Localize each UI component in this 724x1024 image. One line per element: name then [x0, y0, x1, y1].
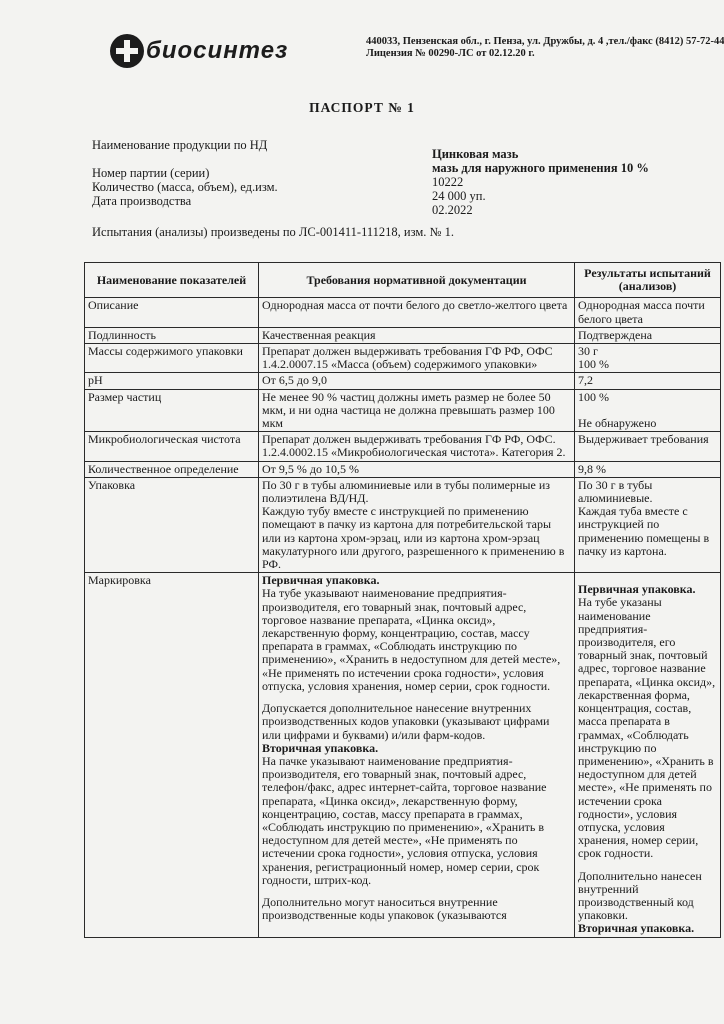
table-row-marking	[85, 573, 721, 937]
cell-result: 9,8 %	[575, 461, 721, 477]
cell-requirement	[259, 573, 575, 937]
cell-result: 7,2	[575, 373, 721, 389]
product-value-name: Цинковая мазь	[432, 147, 519, 161]
res-primary-title: Первичная упаковка.	[578, 582, 696, 597]
cell-name: Размер частиц	[85, 389, 259, 432]
table-row	[85, 373, 721, 389]
date-value: 02.2022	[432, 203, 473, 217]
table-header-row	[85, 263, 721, 298]
date-label: Дата производства	[92, 194, 192, 208]
req-primary-title: Первичная упаковка.	[262, 573, 380, 588]
header-result: Результаты испытаний (анализов)	[575, 263, 721, 298]
cell-requirement: От 9,5 % до 10,5 %	[259, 461, 575, 477]
req-secondary-extra: Дополнительно могут наноситься внутренние производственные коды упаковок (указываются	[262, 894, 507, 923]
quantity-value: 24 000 уп.	[432, 189, 486, 203]
product-label: Наименование продукции по НД	[92, 138, 268, 152]
res-primary-extra: Дополнительно нанесен внутренний производственный код упаковки.	[578, 868, 702, 923]
cell-result: Однородная масса почти белого цвета	[575, 298, 721, 327]
cell-requirement: По 30 г в тубы алюминиевые или в тубы полимерные из полиэтилена ВД/НД. Каждую тубу вместе с инструкцией по применению помещают в пачку из картона для потребительской тары или из картона хром-эрзац, или из картона хром-эрзац макулатурного или другого, разрешенного к применению в РФ.	[259, 477, 575, 572]
cell-requirement: Препарат должен выдерживать требования ГФ РФ, ОФС 1.4.2.0007.15 «Масса (объем) содержимого упаковки»	[259, 344, 575, 373]
cell-requirement: Однородная масса от почти белого до светло-желтого цвета	[259, 298, 575, 327]
company-info	[366, 36, 724, 60]
header-requirement: Требования нормативной документации	[259, 263, 575, 298]
cell-requirement: Препарат должен выдерживать требования ГФ РФ, ОФС. 1.2.4.0002.15 «Микробиологическая чистота». Категория 2.	[259, 432, 575, 461]
cell-result: 100 % Не обнаружено	[575, 389, 721, 432]
product-value-form: мазь для наружного применения 10 %	[432, 161, 649, 175]
cell-requirement: Качественная реакция	[259, 327, 575, 343]
table-row	[85, 389, 721, 432]
table-row	[85, 432, 721, 461]
res-secondary-title: Вторичная упаковка.	[578, 921, 695, 936]
cell-name: Маркировка	[85, 573, 259, 937]
cell-result: Подтверждена	[575, 327, 721, 343]
cell-result: Выдерживает требования	[575, 432, 721, 461]
table-row	[85, 477, 721, 572]
req-secondary-text: На пачке указывают наименование предприятия-производителя, его товарный знак, почтовый адрес, телефон/факс, адрес интернет-сайта, торговое название препарата, «Цинка оксид», лекарственную форму, концентрацию, состав, массу препарата в граммах, «Соблюдать инструкцию по применению», «Хранить в недоступном для детей месте», «Не применять по истечении срока годности», условия отпуска, условия хранения, регистрационный номер, номер серии, срок годности, штрих-код.	[262, 753, 547, 887]
table-row	[85, 298, 721, 327]
cell-name: pH	[85, 373, 259, 389]
cell-result: По 30 г в тубы алюминиевые. Каждая туба вместе с инструкцией по применению помещены в пачку из картона.	[575, 477, 721, 572]
cell-requirement: От 6,5 до 9,0	[259, 373, 575, 389]
logo-text: биосинтез	[146, 37, 289, 64]
cell-result	[575, 573, 721, 937]
company-logo	[110, 34, 288, 68]
cell-name: Микробиологическая чистота	[85, 432, 259, 461]
specification-table	[84, 262, 721, 938]
company-address: 440033, Пензенская обл., г. Пенза, ул. Дружбы, д. 4 ,тел./факс (8412) 57-72-44	[366, 36, 724, 47]
batch-label: Номер партии (серии)	[92, 166, 210, 180]
cell-result: 30 г 100 %	[575, 344, 721, 373]
cell-name: Массы содержимого упаковки	[85, 344, 259, 373]
company-license: Лицензия № 00290-ЛС от 02.12.20 г.	[366, 48, 535, 59]
cell-name: Упаковка	[85, 477, 259, 572]
tests-line: Испытания (анализы) произведены по ЛС-001411-111218, изм. № 1.	[92, 225, 454, 239]
cell-name: Количественное определение	[85, 461, 259, 477]
batch-value: 10222	[432, 175, 464, 189]
cell-name: Подлинность	[85, 327, 259, 343]
passport-title: ПАСПОРТ № 1	[309, 100, 415, 115]
res-primary-text: На тубе указаны наименование предприятия-производителя, его товарный знак, почтовый адрес, торговое название препарата, «Цинка оксид», лекарственная форма, концентрация, состав, масса препарата в граммах, «Соблюдать инструкцию по применению», «Хранить в недоступном для детей месте», «Не применять по истечении срока годности», условия отпуска, условия хранения, номер серии, срок годности.	[578, 595, 716, 861]
table-row	[85, 344, 721, 373]
quantity-label: Количество (масса, объем), ед.изм.	[92, 180, 278, 194]
cell-requirement: Не менее 90 % частиц должны иметь размер не более 50 мкм, и ни одна частица не должна превышать размер 100 мкм	[259, 389, 575, 432]
req-secondary-title: Вторичная упаковка.	[262, 740, 379, 755]
req-primary-extra: Допускается дополнительное нанесение внутренних производственных кодов упаковки (указывают цифрами или цифрами и буквами) и/или фарм-кодов.	[262, 701, 550, 742]
cell-name: Описание	[85, 298, 259, 327]
req-primary-text: На тубе указывают наименование предприятия-производителя, его товарный знак, почтовый адрес, торговое название препарата, «Цинка оксид», лекарственную форму, концентрацию, состав, массу препарата в граммах, «Соблюдать инструкцию по применению», «Хранить в недоступном для детей месте», «Не применять по истечении срока годности», условия отпуска, условия хранения, номер серии, срок годности.	[262, 586, 561, 693]
cross-logo-icon	[110, 34, 144, 68]
header-indicator: Наименование показателей	[85, 263, 259, 298]
table-row	[85, 461, 721, 477]
table-row	[85, 327, 721, 343]
